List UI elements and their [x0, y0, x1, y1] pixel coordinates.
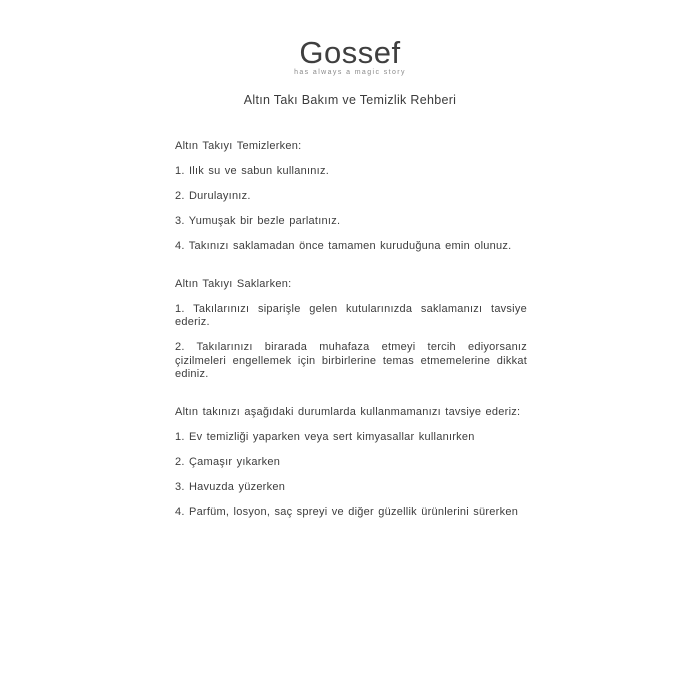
list-item: 3. Havuzda yüzerken — [175, 480, 286, 493]
list-item: 2. Çamaşır yıkarken — [175, 455, 281, 468]
list-item: 2. Durulayınız. — [175, 190, 251, 202]
list-item: 1. Takılarınızı siparişle gelen kutularınızda saklamanızı tavsiye ederiz. — [175, 302, 527, 328]
document-body — [175, 140, 527, 519]
section-cleaning — [175, 140, 527, 254]
list-item: 4. Parfüm, losyon, saç spreyi ve diğer güzellik ürünlerini sürerken — [175, 505, 519, 518]
list-item: 4. Takınızı saklamadan önce tamamen kuruduğuna emin olunuz. — [175, 240, 512, 252]
list-item: 2. Takılarınızı birarada muhafaza etmeyi tercih ediyorsanız çizilmeleri engellemek için birbirlerine temas etmemelerine dikkat ediniz. — [175, 341, 527, 380]
document-header — [0, 0, 700, 107]
section-avoid-usage — [175, 406, 527, 520]
section-storing — [175, 278, 527, 382]
brand-logo — [0, 35, 700, 76]
section-heading: Altın Takıyı Saklarken: — [175, 277, 292, 290]
brand-name: Gossef — [299, 35, 401, 70]
brand-tagline: has always a magic story — [294, 69, 406, 76]
list-item: 3. Yumuşak bir bezle parlatınız. — [175, 215, 341, 227]
list-item: 1. Ev temizliği yaparken veya sert kimyasallar kullanırken — [175, 430, 475, 443]
list-item: 1. Ilık su ve sabun kullanınız. — [175, 165, 329, 177]
section-heading: Altın takınızı aşağıdaki durumlarda kullanmamanızı tavsiye ederiz: — [175, 405, 521, 418]
page-title: Altın Takı Bakım ve Temizlik Rehberi — [243, 93, 457, 107]
section-heading: Altın Takıyı Temizlerken: — [175, 140, 302, 152]
